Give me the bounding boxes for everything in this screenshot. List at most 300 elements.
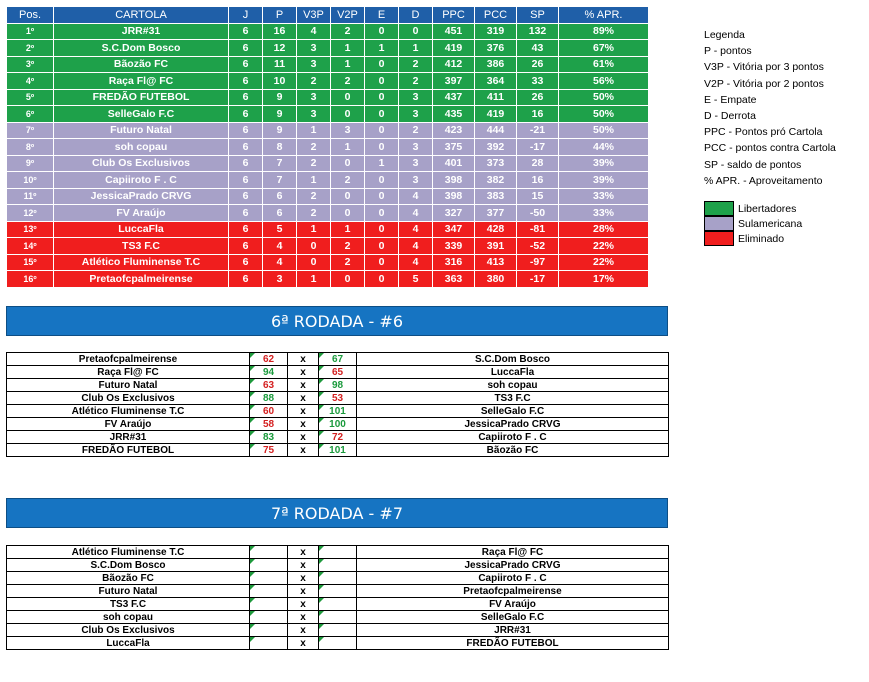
round-7-matches bbox=[6, 545, 669, 650]
legend-line: E - Empate bbox=[704, 93, 757, 106]
legend-zone-label: Eliminado bbox=[738, 232, 785, 245]
standings-cell: 56% bbox=[559, 73, 649, 90]
legend-line: PCC - pontos contra Cartola bbox=[704, 142, 836, 155]
standings-row bbox=[7, 205, 649, 222]
match-row bbox=[7, 637, 669, 650]
standings-row bbox=[7, 122, 649, 139]
standings-cell: 2 bbox=[297, 205, 331, 222]
standings-header-6: E bbox=[365, 7, 399, 24]
standings-cell: 0 bbox=[365, 23, 399, 40]
home-score bbox=[250, 546, 288, 559]
standings-cell: 16 bbox=[263, 23, 297, 40]
standings-cell: 1 bbox=[331, 221, 365, 238]
standings-cell: 13º bbox=[7, 221, 54, 238]
match-row bbox=[7, 431, 669, 444]
standings-cell: 39% bbox=[559, 172, 649, 189]
versus-separator: x bbox=[288, 611, 319, 624]
standings-cell: 89% bbox=[559, 23, 649, 40]
standings-cell: 316 bbox=[433, 254, 475, 271]
away-team: FREDÃO FUTEBOL bbox=[357, 637, 669, 650]
away-score: 98 bbox=[319, 379, 357, 392]
match-row bbox=[7, 585, 669, 598]
standings-cell: 2 bbox=[331, 172, 365, 189]
versus-separator: x bbox=[288, 431, 319, 444]
standings-cell: Bãozão FC bbox=[54, 56, 229, 73]
home-team: Pretaofcpalmeirense bbox=[7, 353, 250, 366]
standings-cell: 3 bbox=[399, 139, 433, 156]
standings-cell: 6 bbox=[263, 188, 297, 205]
standings-cell: 3 bbox=[399, 172, 433, 189]
away-score: 53 bbox=[319, 392, 357, 405]
versus-separator: x bbox=[288, 559, 319, 572]
legend-line: V2P - Vitória por 2 pontos bbox=[704, 77, 824, 90]
versus-separator: x bbox=[288, 444, 319, 457]
standings-cell: SelleGalo F.C bbox=[54, 106, 229, 123]
standings-cell: 67% bbox=[559, 40, 649, 57]
standings-cell: 6 bbox=[229, 122, 263, 139]
standings-cell: 9 bbox=[263, 89, 297, 106]
standings-cell: 50% bbox=[559, 122, 649, 139]
standings-cell: 43 bbox=[517, 40, 559, 57]
standings-cell: 16º bbox=[7, 271, 54, 288]
standings-cell: 3 bbox=[263, 271, 297, 288]
standings-cell: 7 bbox=[263, 172, 297, 189]
standings-cell: 2 bbox=[331, 254, 365, 271]
standings-cell: 6 bbox=[229, 271, 263, 288]
standings-cell: 22% bbox=[559, 254, 649, 271]
versus-separator: x bbox=[288, 624, 319, 637]
away-score: 101 bbox=[319, 444, 357, 457]
standings-cell: 444 bbox=[475, 122, 517, 139]
home-team: Futuro Natal bbox=[7, 379, 250, 392]
match-row bbox=[7, 405, 669, 418]
standings-cell: 9 bbox=[263, 106, 297, 123]
standings-cell: 11 bbox=[263, 56, 297, 73]
away-score bbox=[319, 546, 357, 559]
home-score bbox=[250, 624, 288, 637]
home-team: Atlético Fluminense T.C bbox=[7, 546, 250, 559]
versus-separator: x bbox=[288, 572, 319, 585]
standings-cell: 451 bbox=[433, 23, 475, 40]
standings-cell: 17% bbox=[559, 271, 649, 288]
versus-separator: x bbox=[288, 366, 319, 379]
standings-cell: 435 bbox=[433, 106, 475, 123]
standings-row bbox=[7, 89, 649, 106]
standings-cell: 33% bbox=[559, 188, 649, 205]
away-team: SelleGalo F.C bbox=[357, 611, 669, 624]
legend-line: V3P - Vitória por 3 pontos bbox=[704, 61, 824, 74]
home-score: 83 bbox=[250, 431, 288, 444]
away-score: 67 bbox=[319, 353, 357, 366]
away-team: Pretaofcpalmeirense bbox=[357, 585, 669, 598]
legend-line: % APR. - Aproveitamento bbox=[704, 174, 823, 187]
home-team: JRR#31 bbox=[7, 431, 250, 444]
away-score: 72 bbox=[319, 431, 357, 444]
standings-cell: 26 bbox=[517, 56, 559, 73]
standings-cell: 0 bbox=[365, 254, 399, 271]
away-score bbox=[319, 585, 357, 598]
standings-cell: 382 bbox=[475, 172, 517, 189]
versus-separator: x bbox=[288, 637, 319, 650]
standings-cell: LuccaFla bbox=[54, 221, 229, 238]
standings-cell: 15 bbox=[517, 188, 559, 205]
legend-line: D - Derrota bbox=[704, 109, 756, 122]
round-6-matches bbox=[6, 352, 669, 457]
home-score: 88 bbox=[250, 392, 288, 405]
standings-cell: -81 bbox=[517, 221, 559, 238]
standings-cell: 0 bbox=[365, 139, 399, 156]
standings-row bbox=[7, 155, 649, 172]
standings-header-3: P bbox=[263, 7, 297, 24]
standings-cell: 0 bbox=[331, 188, 365, 205]
standings-row bbox=[7, 172, 649, 189]
standings-cell: -21 bbox=[517, 122, 559, 139]
standings-cell: -17 bbox=[517, 139, 559, 156]
standings-cell: 3 bbox=[399, 106, 433, 123]
standings-cell: 2 bbox=[297, 155, 331, 172]
standings-cell: 398 bbox=[433, 172, 475, 189]
home-team: Club Os Exclusivos bbox=[7, 392, 250, 405]
standings-cell: 4 bbox=[297, 23, 331, 40]
standings-cell: Atlético Fluminense T.C bbox=[54, 254, 229, 271]
standings-row bbox=[7, 271, 649, 288]
standings-cell: 6 bbox=[229, 40, 263, 57]
standings-cell: 319 bbox=[475, 23, 517, 40]
match-row bbox=[7, 546, 669, 559]
standings-cell: 380 bbox=[475, 271, 517, 288]
standings-cell: 386 bbox=[475, 56, 517, 73]
versus-separator: x bbox=[288, 392, 319, 405]
legend-zone-2 bbox=[704, 231, 802, 246]
standings-cell: 4 bbox=[399, 188, 433, 205]
standings-cell: 392 bbox=[475, 139, 517, 156]
standings-cell: 22% bbox=[559, 238, 649, 255]
standings-header-7: D bbox=[399, 7, 433, 24]
home-team: Futuro Natal bbox=[7, 585, 250, 598]
standings-cell: 2º bbox=[7, 40, 54, 57]
versus-separator: x bbox=[288, 353, 319, 366]
away-score: 101 bbox=[319, 405, 357, 418]
round-6-banner: 6ª RODADA - #6 bbox=[6, 306, 668, 336]
standings-cell: 0 bbox=[365, 89, 399, 106]
legend-zone-0 bbox=[704, 201, 802, 216]
match-row bbox=[7, 624, 669, 637]
standings-cell: 401 bbox=[433, 155, 475, 172]
standings-cell: 0 bbox=[365, 73, 399, 90]
standings-cell: 1 bbox=[331, 40, 365, 57]
standings-cell: 0 bbox=[365, 122, 399, 139]
versus-separator: x bbox=[288, 585, 319, 598]
home-score bbox=[250, 572, 288, 585]
home-score: 63 bbox=[250, 379, 288, 392]
round-7-banner: 7ª RODADA - #7 bbox=[6, 498, 668, 528]
standings-cell: 39% bbox=[559, 155, 649, 172]
standings-cell: -52 bbox=[517, 238, 559, 255]
standings-cell: 391 bbox=[475, 238, 517, 255]
standings-cell: 437 bbox=[433, 89, 475, 106]
standings-cell: -97 bbox=[517, 254, 559, 271]
standings-cell: 16 bbox=[517, 172, 559, 189]
away-score bbox=[319, 598, 357, 611]
standings-cell: 9 bbox=[263, 122, 297, 139]
away-team: soh copau bbox=[357, 379, 669, 392]
legend-swatch bbox=[704, 216, 734, 231]
standings-cell: 33% bbox=[559, 205, 649, 222]
standings-cell: 11º bbox=[7, 188, 54, 205]
standings-cell: 1 bbox=[297, 221, 331, 238]
standings-cell: 373 bbox=[475, 155, 517, 172]
home-team: Atlético Fluminense T.C bbox=[7, 405, 250, 418]
standings-cell: 2 bbox=[297, 73, 331, 90]
standings-cell: 4 bbox=[263, 238, 297, 255]
standings-cell: 5º bbox=[7, 89, 54, 106]
standings-cell: 6 bbox=[263, 205, 297, 222]
legend-line: PPC - Pontos pró Cartola bbox=[704, 126, 823, 139]
standings-cell: 375 bbox=[433, 139, 475, 156]
away-team: JessicaPrado CRVG bbox=[357, 418, 669, 431]
standings-cell: Futuro Natal bbox=[54, 122, 229, 139]
standings-cell: 2 bbox=[399, 56, 433, 73]
standings-header-1: CARTOLA bbox=[54, 7, 229, 24]
standings-cell: 33 bbox=[517, 73, 559, 90]
standings-cell: 4 bbox=[399, 238, 433, 255]
standings-cell: 412 bbox=[433, 56, 475, 73]
standings-cell: 1 bbox=[365, 40, 399, 57]
standings-cell: FV Araújo bbox=[54, 205, 229, 222]
standings-cell: 50% bbox=[559, 106, 649, 123]
standings-cell: 6 bbox=[229, 238, 263, 255]
away-team: TS3 F.C bbox=[357, 392, 669, 405]
standings-cell: JessicaPrado CRVG bbox=[54, 188, 229, 205]
standings-cell: 2 bbox=[331, 73, 365, 90]
standings-cell: 4 bbox=[399, 254, 433, 271]
legend-zone-label: Libertadores bbox=[738, 202, 797, 215]
standings-cell: 2 bbox=[297, 188, 331, 205]
standings-cell: 376 bbox=[475, 40, 517, 57]
standings-row bbox=[7, 40, 649, 57]
standings-header-10: SP bbox=[517, 7, 559, 24]
home-score: 75 bbox=[250, 444, 288, 457]
away-score bbox=[319, 611, 357, 624]
standings-cell: 2 bbox=[331, 23, 365, 40]
match-row bbox=[7, 598, 669, 611]
match-row bbox=[7, 444, 669, 457]
standings-cell: 2 bbox=[297, 139, 331, 156]
standings-cell: JRR#31 bbox=[54, 23, 229, 40]
match-row bbox=[7, 418, 669, 431]
standings-cell: 16 bbox=[517, 106, 559, 123]
standings-cell: 2 bbox=[331, 238, 365, 255]
match-row bbox=[7, 366, 669, 379]
away-team: S.C.Dom Bosco bbox=[357, 353, 669, 366]
home-team: Raça Fl@ FC bbox=[7, 366, 250, 379]
standings-cell: 1 bbox=[331, 56, 365, 73]
standings-cell: 4 bbox=[263, 254, 297, 271]
standings-cell: 6 bbox=[229, 254, 263, 271]
away-team: LuccaFla bbox=[357, 366, 669, 379]
home-team: FREDÃO FUTEBOL bbox=[7, 444, 250, 457]
standings-cell: Pretaofcpalmeirense bbox=[54, 271, 229, 288]
away-score: 100 bbox=[319, 418, 357, 431]
standings-cell: 339 bbox=[433, 238, 475, 255]
legend-swatch bbox=[704, 231, 734, 246]
standings-cell: 3 bbox=[297, 106, 331, 123]
standings-cell: 6 bbox=[229, 89, 263, 106]
standings-cell: 6 bbox=[229, 139, 263, 156]
standings-cell: 10 bbox=[263, 73, 297, 90]
away-team: JessicaPrado CRVG bbox=[357, 559, 669, 572]
match-row bbox=[7, 353, 669, 366]
standings-cell: 6 bbox=[229, 172, 263, 189]
standings-cell: 0 bbox=[399, 23, 433, 40]
standings-cell: 9º bbox=[7, 155, 54, 172]
standings-cell: 1 bbox=[297, 271, 331, 288]
standings-cell: S.C.Dom Bosco bbox=[54, 40, 229, 57]
standings-cell: 12º bbox=[7, 205, 54, 222]
standings-cell: 4º bbox=[7, 73, 54, 90]
standings-cell: FREDÃO FUTEBOL bbox=[54, 89, 229, 106]
standings-cell: 0 bbox=[365, 172, 399, 189]
legend-line: SP - saldo de pontos bbox=[704, 158, 802, 171]
home-score bbox=[250, 611, 288, 624]
standings-cell: 15º bbox=[7, 254, 54, 271]
standings-cell: 3 bbox=[399, 89, 433, 106]
standings-cell: 6 bbox=[229, 205, 263, 222]
away-team: SelleGalo F.C bbox=[357, 405, 669, 418]
legend-title: Legenda bbox=[704, 29, 745, 41]
standings-cell: 0 bbox=[331, 271, 365, 288]
standings-cell: 3 bbox=[297, 56, 331, 73]
standings-cell: 4 bbox=[399, 205, 433, 222]
standings-cell: 327 bbox=[433, 205, 475, 222]
home-score bbox=[250, 559, 288, 572]
away-team: Raça Fl@ FC bbox=[357, 546, 669, 559]
legend bbox=[704, 27, 836, 189]
home-team: Bãozão FC bbox=[7, 572, 250, 585]
home-team: S.C.Dom Bosco bbox=[7, 559, 250, 572]
standings-cell: 364 bbox=[475, 73, 517, 90]
standings-cell: 0 bbox=[297, 238, 331, 255]
standings-cell: 3 bbox=[399, 155, 433, 172]
standings-row bbox=[7, 139, 649, 156]
standings-row bbox=[7, 254, 649, 271]
standings-row bbox=[7, 23, 649, 40]
standings-cell: 3 bbox=[297, 40, 331, 57]
standings-cell: 1 bbox=[365, 155, 399, 172]
match-row bbox=[7, 379, 669, 392]
standings-cell: 419 bbox=[433, 40, 475, 57]
home-team: FV Araújo bbox=[7, 418, 250, 431]
standings-cell: 1 bbox=[399, 40, 433, 57]
standings-cell: 398 bbox=[433, 188, 475, 205]
standings-cell: -50 bbox=[517, 205, 559, 222]
standings-cell: 3 bbox=[331, 122, 365, 139]
standings-cell: 1 bbox=[297, 122, 331, 139]
standings-cell: 1º bbox=[7, 23, 54, 40]
home-score: 60 bbox=[250, 405, 288, 418]
standings-row bbox=[7, 73, 649, 90]
standings-cell: 26 bbox=[517, 89, 559, 106]
away-score: 65 bbox=[319, 366, 357, 379]
standings-cell: 2 bbox=[399, 122, 433, 139]
standings-cell: 423 bbox=[433, 122, 475, 139]
home-team: Club Os Exclusivos bbox=[7, 624, 250, 637]
home-score: 62 bbox=[250, 353, 288, 366]
standings-cell: 6 bbox=[229, 188, 263, 205]
standings-cell: 14º bbox=[7, 238, 54, 255]
away-team: JRR#31 bbox=[357, 624, 669, 637]
versus-separator: x bbox=[288, 598, 319, 611]
legend-zones bbox=[704, 201, 802, 246]
standings-cell: 0 bbox=[365, 56, 399, 73]
standings-cell: 1 bbox=[297, 172, 331, 189]
standings-cell: 377 bbox=[475, 205, 517, 222]
standings-cell: 0 bbox=[365, 188, 399, 205]
standings-cell: 6 bbox=[229, 155, 263, 172]
standings-cell: Capiiroto F . C bbox=[54, 172, 229, 189]
standings-header-9: PCC bbox=[475, 7, 517, 24]
standings-cell: 428 bbox=[475, 221, 517, 238]
standings-cell: 0 bbox=[365, 205, 399, 222]
standings-cell: 0 bbox=[331, 89, 365, 106]
standings-cell: 413 bbox=[475, 254, 517, 271]
standings-header-8: PPC bbox=[433, 7, 475, 24]
standings-cell: 397 bbox=[433, 73, 475, 90]
match-row bbox=[7, 611, 669, 624]
standings-cell: 3º bbox=[7, 56, 54, 73]
standings-cell: 2 bbox=[399, 73, 433, 90]
standings-cell: 44% bbox=[559, 139, 649, 156]
standings-cell: 5 bbox=[399, 271, 433, 288]
standings-cell: Club Os Exclusivos bbox=[54, 155, 229, 172]
standings-cell: 1 bbox=[331, 139, 365, 156]
standings-header-2: J bbox=[229, 7, 263, 24]
standings-cell: 363 bbox=[433, 271, 475, 288]
standings-row bbox=[7, 238, 649, 255]
away-team: Bãozão FC bbox=[357, 444, 669, 457]
standings-cell: 61% bbox=[559, 56, 649, 73]
match-row bbox=[7, 392, 669, 405]
home-team: TS3 F.C bbox=[7, 598, 250, 611]
standings-cell: 383 bbox=[475, 188, 517, 205]
standings-cell: 0 bbox=[365, 238, 399, 255]
standings-header-4: V3P bbox=[297, 7, 331, 24]
versus-separator: x bbox=[288, 546, 319, 559]
standings-header-5: V2P bbox=[331, 7, 365, 24]
standings-cell: 6 bbox=[229, 106, 263, 123]
standings-cell: 419 bbox=[475, 106, 517, 123]
standings-cell: 6 bbox=[229, 23, 263, 40]
legend-zone-label: Sulamericana bbox=[738, 217, 803, 230]
versus-separator: x bbox=[288, 418, 319, 431]
standings-cell: 50% bbox=[559, 89, 649, 106]
standings-cell: 0 bbox=[331, 205, 365, 222]
standings-cell: 4 bbox=[399, 221, 433, 238]
standings-cell: 7º bbox=[7, 122, 54, 139]
away-score bbox=[319, 572, 357, 585]
home-score bbox=[250, 585, 288, 598]
legend-line: P - pontos bbox=[704, 45, 752, 58]
versus-separator: x bbox=[288, 405, 319, 418]
away-team: FV Araújo bbox=[357, 598, 669, 611]
standings-cell: 0 bbox=[297, 254, 331, 271]
standings-cell: 0 bbox=[365, 106, 399, 123]
home-team: soh copau bbox=[7, 611, 250, 624]
standings-table bbox=[6, 6, 649, 288]
standings-cell: 0 bbox=[331, 155, 365, 172]
standings-cell: 411 bbox=[475, 89, 517, 106]
home-score: 58 bbox=[250, 418, 288, 431]
